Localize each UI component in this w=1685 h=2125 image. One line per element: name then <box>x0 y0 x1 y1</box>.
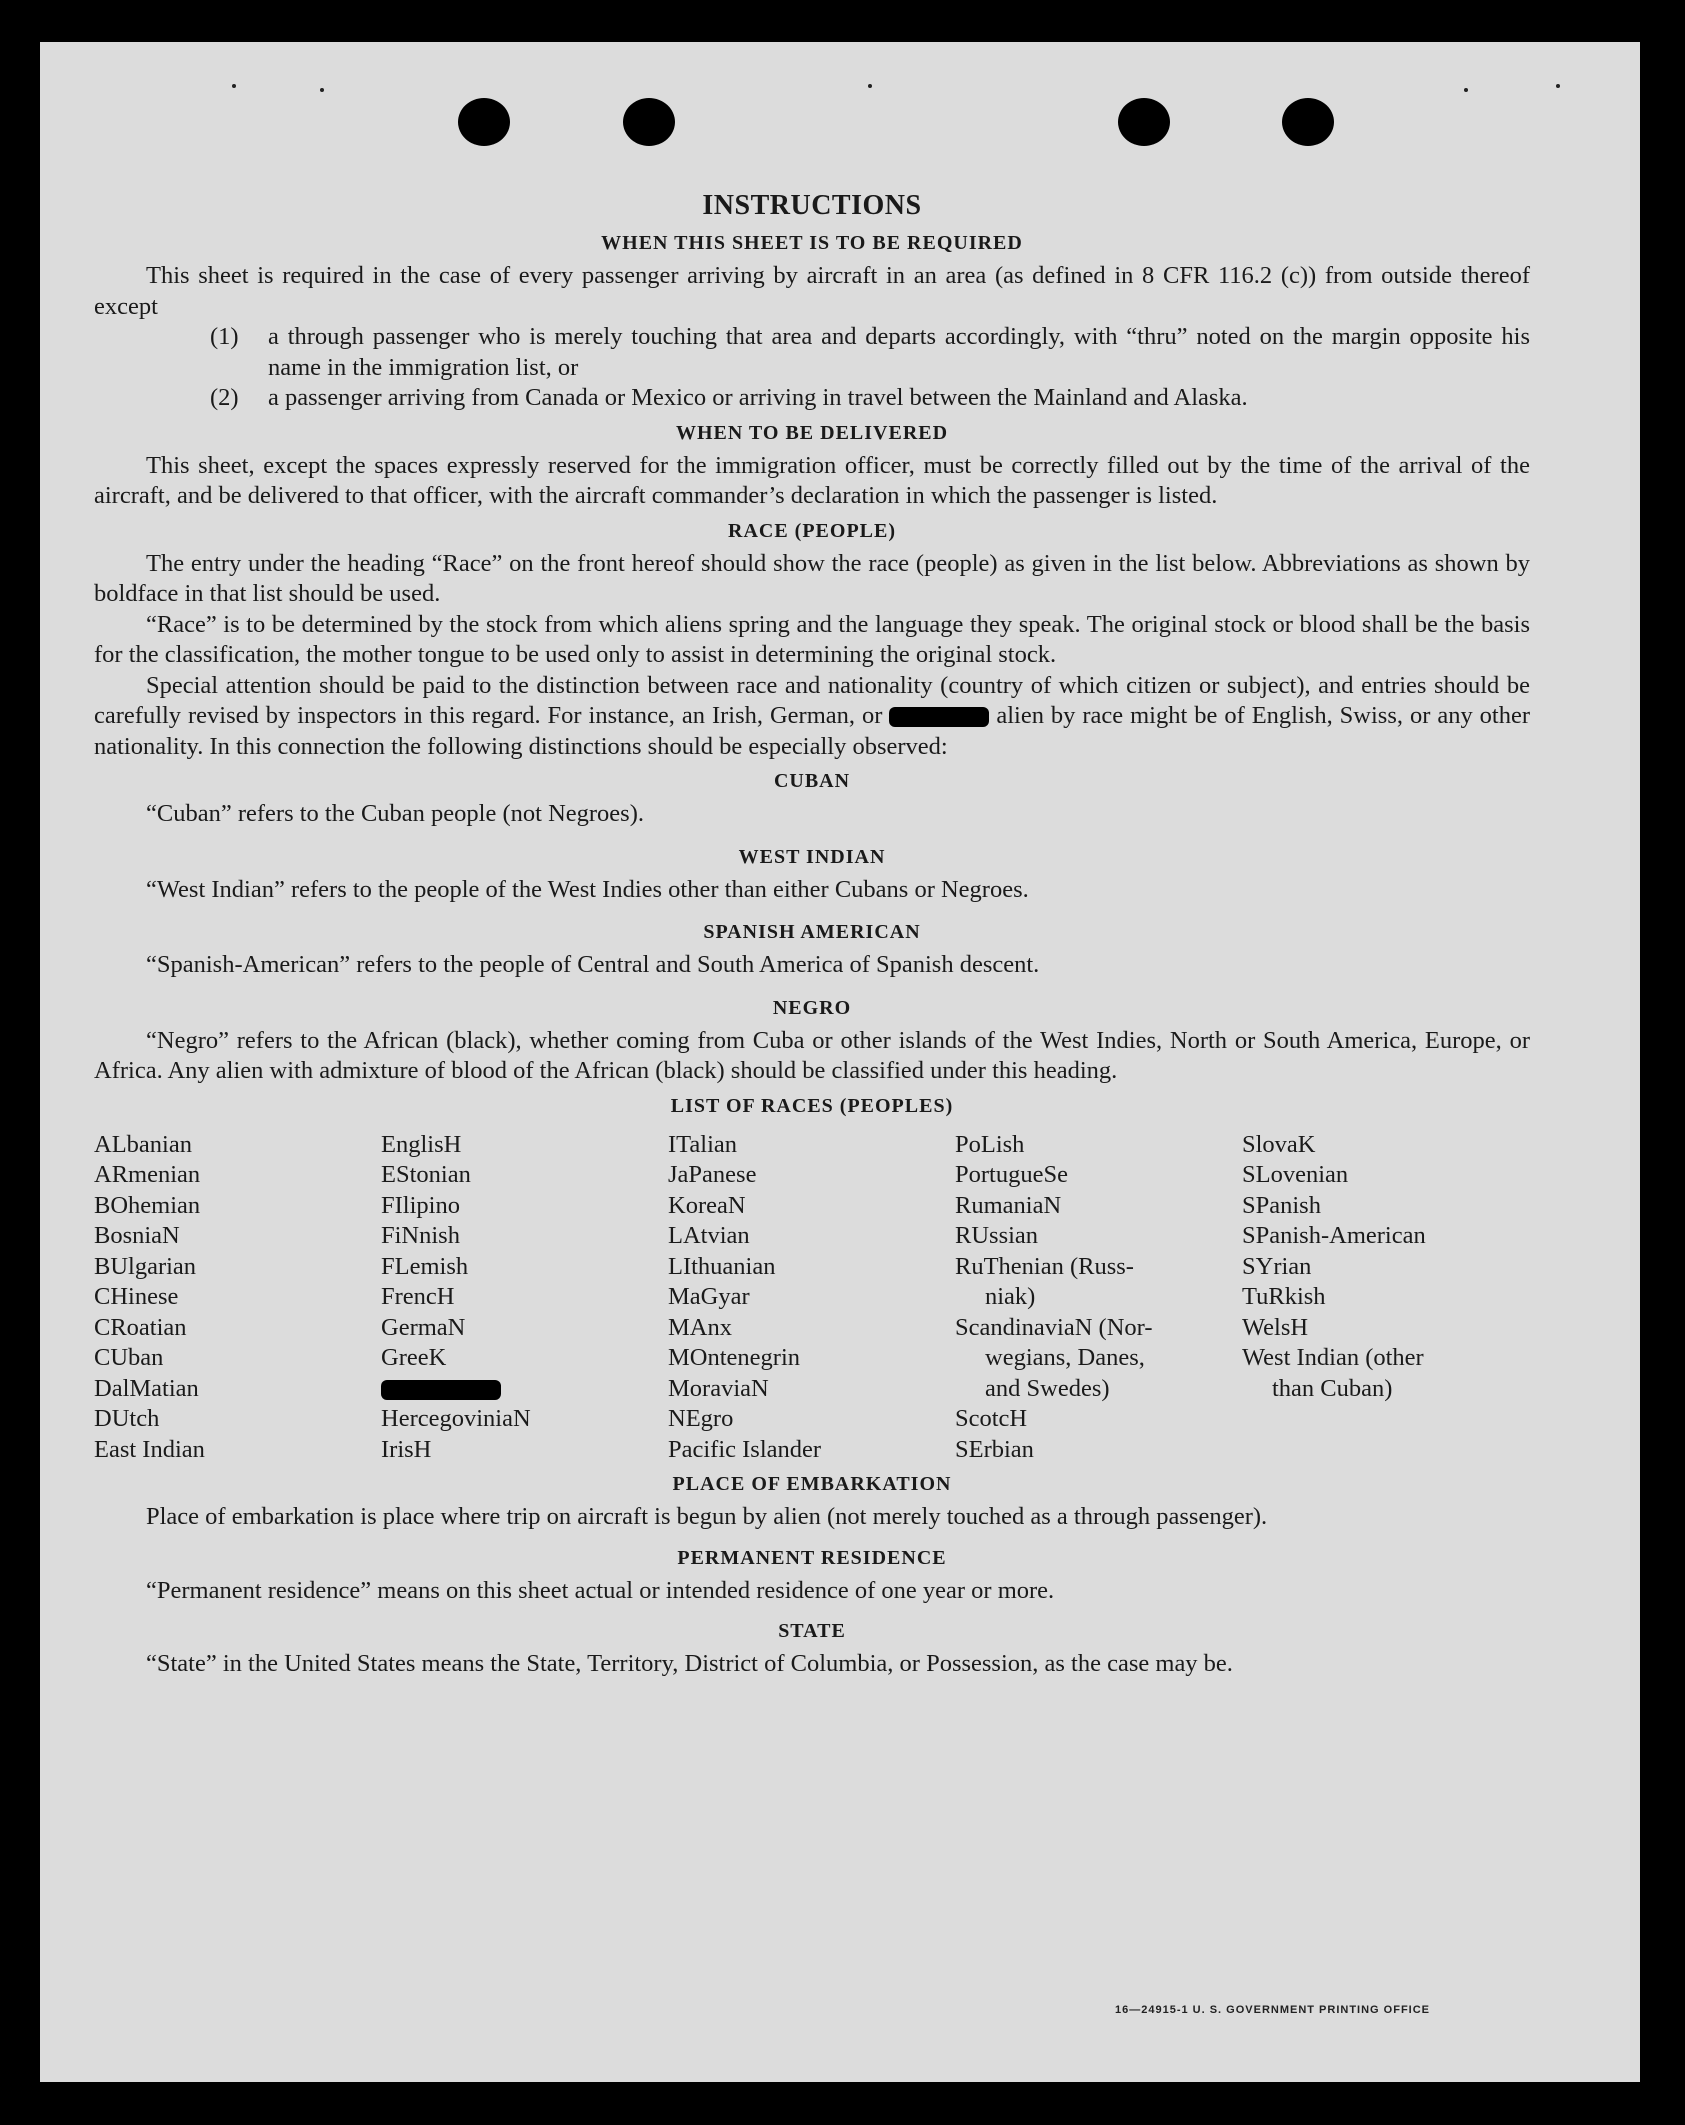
race-entry: ALbanian <box>94 1130 192 1158</box>
race-entry: FrencH <box>381 1283 455 1310</box>
race-entry-continued: niak) <box>985 1283 1036 1310</box>
heading-list-of-races: LIST OF RACES (PEOPLES) <box>670 1094 954 1117</box>
race-entry: SlovaK <box>1242 1130 1316 1158</box>
race-entry: GermaN <box>381 1313 466 1341</box>
punch-hole <box>623 98 675 146</box>
race-entry: BosniaN <box>94 1222 180 1249</box>
heading-race: RACE (PEOPLE) <box>728 519 896 542</box>
race-column-2 <box>381 1130 668 1466</box>
race-entry: CUban <box>94 1344 164 1371</box>
race-entry: IrisH <box>381 1435 432 1463</box>
document-sheet <box>40 42 1640 2082</box>
item-text: a passenger arriving from Canada or Mexico or arriving in travel between the Mainland and Alaska. <box>268 384 1248 411</box>
negro-text: “Negro” refers to the African (black), whether coming from Cuba or other islands of the West Indies, North or South America, Europe, or Africa. Any alien with admixture of blood of the African (black) should be classified under this heading. <box>94 1026 1530 1084</box>
race-entry: EnglisH <box>381 1130 462 1158</box>
race-entry: ITalian <box>668 1130 738 1158</box>
race-column-1 <box>94 1130 381 1466</box>
race-entry: JaPanese <box>668 1161 757 1188</box>
race-entry: HercegoviniaN <box>381 1405 531 1432</box>
race-entry: EStonian <box>381 1161 471 1188</box>
redaction-mark <box>381 1380 501 1400</box>
race-entry: East Indian <box>94 1435 205 1463</box>
race-p3-end: alien by race might be of English, Swiss, or any other nationality. In this connection the following distinctions should be especially observed: <box>94 702 1530 760</box>
race-entry: SLovenian <box>1242 1161 1349 1188</box>
item-number: (2) <box>210 384 239 411</box>
race-entry: ScandinaviaN (Nor- <box>955 1313 1153 1341</box>
race-entry: LIthuanian <box>668 1252 776 1280</box>
race-entry: SPanish <box>1242 1191 1321 1219</box>
race-entry: RuThenian (Russ- <box>955 1252 1134 1280</box>
race-entry: FLemish <box>381 1252 469 1280</box>
race-entry: SErbian <box>955 1435 1034 1463</box>
race-entry-continued: wegians, Danes, <box>985 1344 1145 1371</box>
item-number: (1) <box>210 323 239 350</box>
race-entry: SPanish-American <box>1242 1222 1426 1249</box>
race-entry: Pacific Islander <box>668 1435 822 1463</box>
delivered-text: This sheet, except the spaces expressly reserved for the immigration officer, must be correctly filled out by the time of the arrival of the aircraft, and be delivered to that officer, with the aircraft commander’s declaration in which the passenger is listed. <box>94 451 1530 509</box>
race-entry: CRoatian <box>94 1313 187 1341</box>
required-intro: This sheet is required in the case of every passenger arriving by aircraft in an area (as defined in 8 CFR 116.2 (c)) from outside thereof except <box>94 262 1530 320</box>
page-title: INSTRUCTIONS <box>702 190 922 221</box>
heading-cuban: CUBAN <box>773 770 851 792</box>
heading-west-indian: WEST INDIAN <box>738 845 886 868</box>
race-p3-start: Special attention should be paid to the distinction between race and nationality (country of which citizen or subject), and entries should be carefully revised by inspectors in this regard. For instance, an Irish, German, or <box>94 671 1530 729</box>
heading-embarkation: PLACE OF EMBARKATION <box>672 1473 952 1495</box>
race-entry: MOntenegrin <box>668 1344 800 1371</box>
punch-hole <box>1118 98 1170 146</box>
race-list <box>94 1130 1530 1466</box>
race-entry: PoLish <box>955 1130 1025 1158</box>
race-column-5 <box>1242 1130 1532 1466</box>
race-entry: FiNnish <box>381 1222 460 1249</box>
speck <box>1556 84 1560 88</box>
speck <box>1464 88 1468 92</box>
item-text: a through passenger who is merely touching that area and departs accordingly, with “thru” noted on the margin opposite his name in the immigration list, or <box>268 323 1530 381</box>
cuban-text: “Cuban” refers to the Cuban people (not Negroes). <box>146 800 644 827</box>
state-text: “State” in the United States means the State, Territory, District of Columbia, or Possession, as the case may be. <box>146 1650 1233 1677</box>
punch-hole <box>458 98 510 146</box>
heading-spanish-american: SPANISH AMERICAN <box>703 921 921 943</box>
residence-text: “Permanent residence” means on this sheet actual or intended residence of one year or more. <box>146 1576 1055 1604</box>
race-paragraph-1: The entry under the heading “Race” on the front hereof should show the race (people) as given in the list below. Abbreviations as shown by boldface in that list should be used. <box>94 549 1530 607</box>
printing-office-code: 16—24915-1 U. S. GOVERNMENT PRINTING OFFICE <box>1115 2004 1431 2016</box>
race-entry: ScotcH <box>955 1405 1028 1432</box>
race-paragraph-2: “Race” is to be determined by the stock from which aliens spring and the language they speak. The original stock or blood shall be the basis for the classification, the mother tongue to be used only to assist in determining the original stock. <box>94 610 1530 668</box>
heading-required: WHEN THIS SHEET IS TO BE REQUIRED <box>601 232 1023 254</box>
race-entry: KoreaN <box>668 1191 746 1219</box>
list-item <box>210 322 1530 383</box>
redaction-mark <box>889 707 989 727</box>
race-entry: DUtch <box>94 1405 160 1432</box>
race-entry: NEgro <box>668 1405 734 1432</box>
race-entry: West Indian (other <box>1242 1344 1424 1371</box>
speck <box>868 84 872 88</box>
race-entry: CHinese <box>94 1283 179 1310</box>
punch-hole <box>1282 98 1334 146</box>
heading-residence: PERMANENT RESIDENCE <box>677 1546 947 1569</box>
heading-state: STATE <box>778 1620 846 1642</box>
race-entry: FIlipino <box>381 1191 460 1219</box>
race-entry-continued: than Cuban) <box>1272 1374 1393 1402</box>
speck <box>320 88 324 92</box>
heading-delivered: WHEN TO BE DELIVERED <box>675 421 949 444</box>
race-entry: BOhemian <box>94 1191 201 1219</box>
race-entry: TuRkish <box>1242 1283 1326 1310</box>
race-entry: WelsH <box>1242 1313 1309 1341</box>
heading-negro: NEGRO <box>772 996 852 1019</box>
list-item <box>210 383 1530 414</box>
race-entry: LAtvian <box>668 1222 750 1249</box>
west-indian-text: “West Indian” refers to the people of the West Indies other than either Cubans or Negroes. <box>146 875 1029 903</box>
race-entry: RumaniaN <box>955 1191 1062 1219</box>
embarkation-text: Place of embarkation is place where trip on aircraft is begun by alien (not merely touched as a through passenger). <box>146 1503 1268 1530</box>
race-entry: DalMatian <box>94 1374 199 1402</box>
race-paragraph-3 <box>94 671 1530 763</box>
race-entry: SYrian <box>1242 1252 1312 1280</box>
race-entry-continued: and Swedes) <box>985 1374 1110 1402</box>
race-entry-redacted <box>381 1374 668 1405</box>
race-column-4 <box>955 1130 1242 1466</box>
instructions-body <box>94 190 1530 1680</box>
race-entry: MAnx <box>668 1313 732 1341</box>
race-entry: MoraviaN <box>668 1374 769 1402</box>
spanish-american-text: “Spanish-American” refers to the people of Central and South America of Spanish descent. <box>146 951 1040 978</box>
speck <box>232 84 236 88</box>
race-entry: PortugueSe <box>955 1161 1068 1188</box>
race-entry: MaGyar <box>668 1283 750 1310</box>
race-entry: BUlgarian <box>94 1252 197 1280</box>
race-entry: GreeK <box>381 1344 447 1371</box>
race-entry: RUssian <box>955 1222 1039 1249</box>
race-entry: ARmenian <box>94 1161 201 1188</box>
race-column-3 <box>668 1130 955 1466</box>
